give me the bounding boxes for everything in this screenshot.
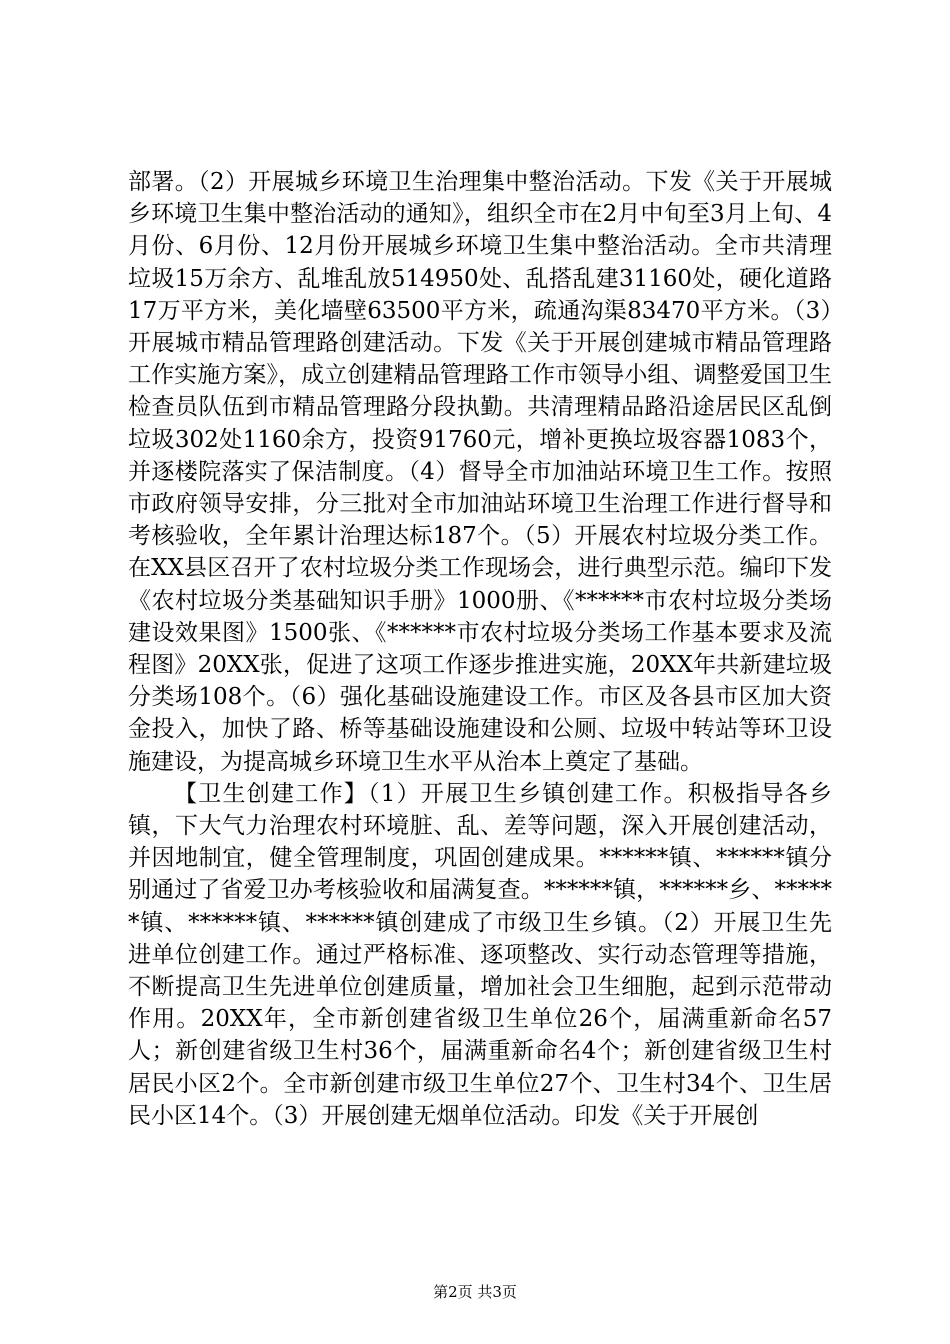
- paragraph-continued: 部署。（2）开展城乡环境卫生治理集中整治活动。下发《关于开展城乡环境卫生集中整治活动的通知》，组织全市在2月中旬至3月上旬、4月份、6月份、12月份开展城乡环境卫生集中整治活动。全市共清理垃圾15万余方、乱堆乱放514950处、乱搭乱建31160处，硬化道路17万平方米，美化墙壁63500平方米，疏通沟渠83470平方米。（3）开展城市精品管理路创建活动。下发《关于开展创建城市精品管理路工作实施方案》，成立创建精品管理路工作市领导小组、调整爱国卫生检查员队伍到市精品管理路分段执勤。共清理精品路沿途居民区乱倒垃圾302处1160余方，投资91760元，增补更换垃圾容器1083个，并逐楼院落实了保洁制度。（4）督导全市加油站环境卫生工作。按照市政府领导安排，分三批对全市加油站环境卫生治理工作进行督导和考核验收，全年累计治理达标187个。（5）开展农村垃圾分类工作。在XX县区召开了农村垃圾分类工作现场会，进行典型示范。编印下发《农村垃圾分类基础知识手册》1000册、《******市农村垃圾分类场建设效果图》1500张、《******市农村垃圾分类场工作基本要求及流程图》20XX张，促进了这项工作逐步推进实施，20XX年共新建垃圾分类场108个。（6）强化基础设施建设工作。市区及各县市区加大资金投入，加快了路、桥等基础设施建设和公厕、垃圾中转站等环卫设施建设，为提高城乡环境卫生水平从治本上奠定了基础。: [128, 169, 832, 775]
- page-footer: 第2页 共3页: [433, 1283, 517, 1301]
- document-body: [128, 166, 832, 1132]
- paragraph-health-creation: 【卫生创建工作】（1）开展卫生乡镇创建工作。积极指导各乡镇，下大气力治理农村环境脏、乱、差等问题，深入开展创建活动，并因地制宜，健全管理制度，巩固创建成果。******镇、******镇分别通过了省爱卫办考核验收和届满复查。******镇，******乡、******镇、******镇、******镇创建成了市级卫生乡镇。（2）开展卫生先进单位创建工作。通过严格标准、逐项整改、实行动态管理等措施，不断提高卫生先进单位创建质量，增加社会卫生细胞，起到示范带动作用。20XX年，全市新创建省级卫生单位26个，届满重新命名57人；新创建省级卫生村36个，届满重新命名4个；新创建省级卫生村居民小区2个。全市新创建市级卫生单位27个、卫生村34个、卫生居民小区14个。（3）开展创建无烟单位活动。印发《关于开展创: [128, 780, 832, 1129]
